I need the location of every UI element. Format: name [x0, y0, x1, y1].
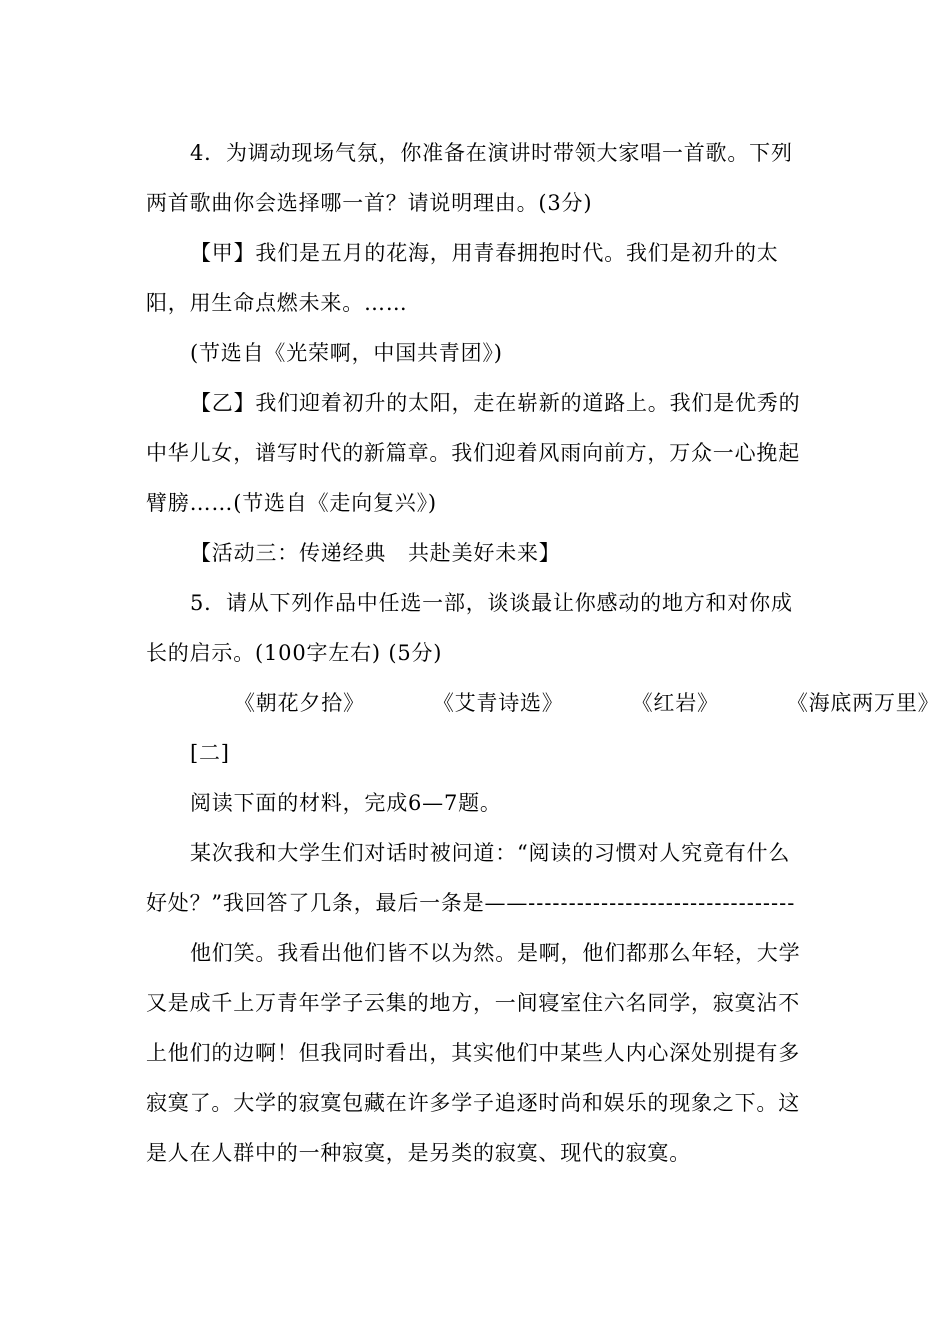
passage-paragraph-2: 他们笑。我看出他们皆不以为然。是啊，他们都那么年轻，大学又是成千上万青年学子云集的地方，一间寝室住六名同学，寂寞沾不上他们的边啊！但我同时看出，其实他们中某些人内心深处别提有多寂寞了。大学的寂寞包藏在许多学子追逐时尚和娱乐的现象之下。这是人在人群中的一种寂寞，是另类的寂寞、现代的寂寞。: [146, 941, 801, 1165]
activity-3-heading: 【活动三：传递经典 共赴美好未来】: [190, 541, 561, 565]
reading-instruction: 阅读下面的材料，完成6—7题。: [190, 791, 502, 815]
passage-paragraph-1: [146, 828, 810, 928]
question-5: 5．请从下列作品中任选一部，谈谈最让你感动的地方和对你成长的启示。(100字左右) (5分): [146, 591, 793, 665]
song-a-lyrics: 【甲】我们是五月的花海，用青春拥抱时代。我们是初升的太阳，用生命点燃未来。……: [146, 241, 779, 315]
work-title: 《朝花夕拾》: [234, 691, 365, 715]
page-content: [146, 128, 940, 1178]
work-title: 《海底两万里》: [786, 691, 940, 715]
song-b-lyrics: 【乙】我们迎着初升的太阳，走在崭新的道路上。我们是优秀的中华儿女，谱写时代的新篇章。我们迎着风雨向前方，万众一心挽起臂膀……(节选自《走向复兴》): [146, 391, 801, 515]
question-4: 4．为调动现场气氛，你准备在演讲时带领大家唱一首歌。下列两首歌曲你会选择哪一首？请说明理由。(3分): [146, 141, 793, 215]
song-a-source: (节选自《光荣啊，中国共青团》): [190, 341, 503, 365]
work-title: 《艾青诗选》: [432, 691, 564, 715]
works-list: [146, 678, 940, 728]
passage-text: 某次我和大学生们对话时被问道：“阅读的习惯对人究竟有什么好处？”我回答了几条，最后一条是——: [146, 841, 791, 915]
section-2-marker: [二]: [190, 741, 230, 765]
work-title: 《红岩》: [631, 691, 719, 715]
answer-blank: ---------------------------------: [528, 891, 796, 915]
